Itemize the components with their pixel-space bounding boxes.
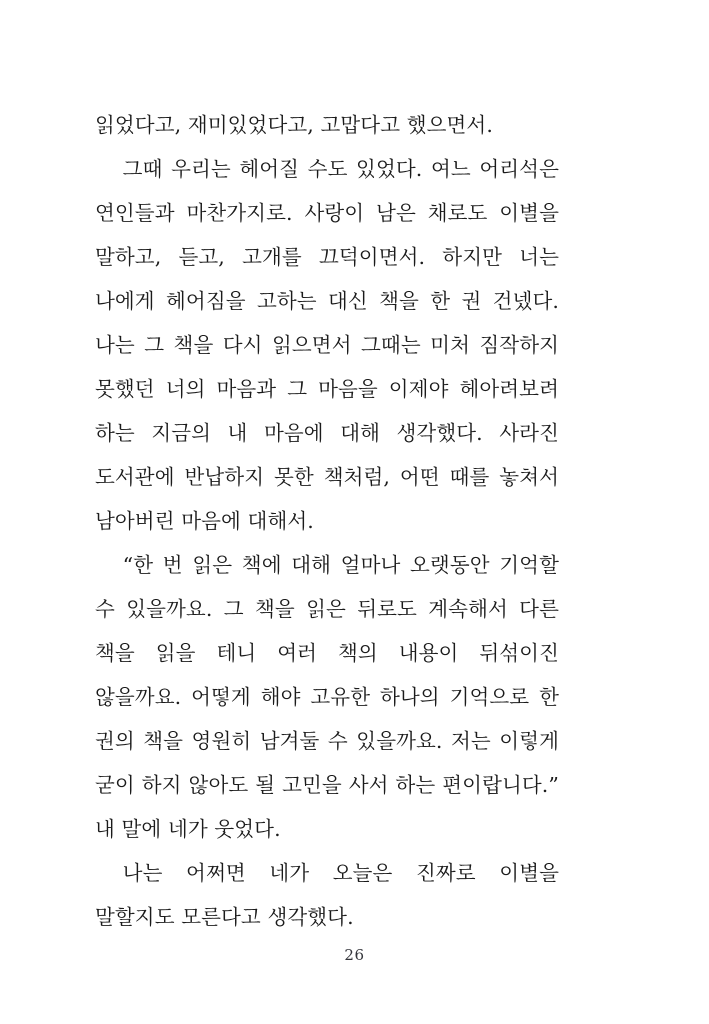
paragraph-3-quoted: “한 번 읽은 책에 대해 얼마나 오랫동안 기억할 수 있을까요. 그 책을 읽은 뒤로도 계속해서 다른 책을 읽을 테니 여러 책의 내용이 뒤섞이진 않을까요. 어떻게 해야 고유한 하나의 기억으로 한 권의 책을 영원히 남겨둘 수 있을까요. 저는 이렇게 굳이 하지 않아도 될 고민을 사서 하는 편이랍니다.” 내 말에 네가 웃었다. xyxy=(95,553,559,841)
paragraph-2: 그때 우리는 헤어질 수도 있었다. 여느 어리석은 연인들과 마찬가지로. 사랑이 남은 채로도 이별을 말하고, 듣고, 고개를 끄덕이면서. 하지만 너는 나에게 헤어짐을 고하는 대신 책을 한 권 건넸다. 나는 그 책을 다시 읽으면서 그때는 미처 짐작하지 못했던 너의 마음과 그 마음을 이제야 헤아려보려 하는 지금의 내 마음에 대해 생각했다. 사라진 도서관에 반납하지 못한 책처럼, 어떤 때를 놓쳐서 남아버린 마음에 대해서. xyxy=(95,157,559,533)
page-body-text xyxy=(95,103,559,939)
page-number: 26 xyxy=(344,946,365,964)
paragraph-4: 나는 어쩌면 네가 오늘은 진짜로 이별을 말할지도 모른다고 생각했다. xyxy=(95,861,559,929)
paragraph-1: 읽었다고, 재미있었다고, 고맙다고 했으면서. xyxy=(95,113,493,137)
